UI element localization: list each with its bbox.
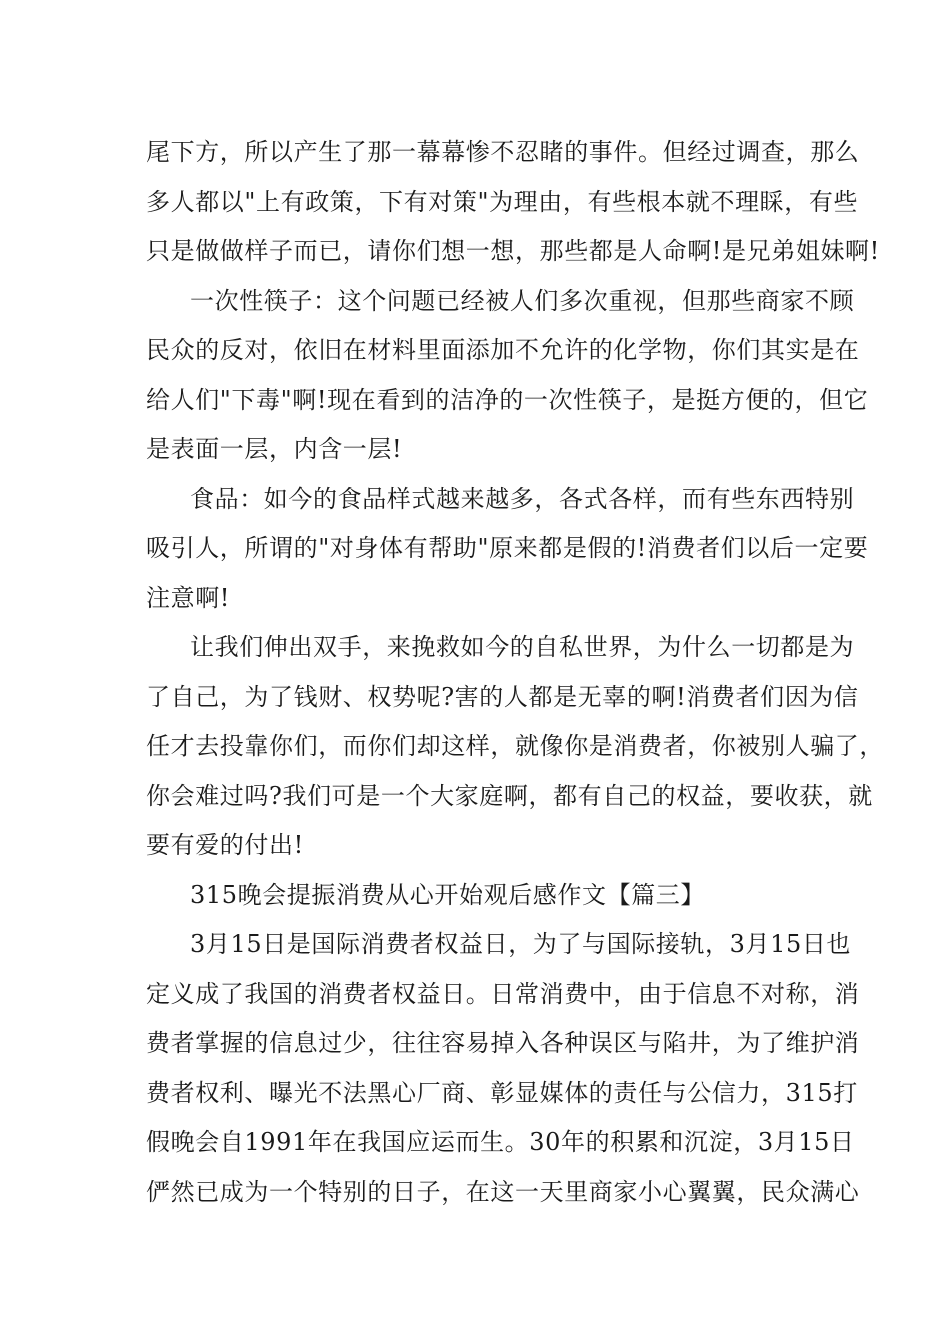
text-line: 俨然已成为一个特别的日子，在这一天里商家小心翼翼，民众满心 <box>146 1178 860 1206</box>
text-line: 你会难过吗?我们可是一个大家庭啊，都有自己的权益，要收获，就 <box>146 782 873 810</box>
text-line: 要有爱的付出! <box>146 831 304 859</box>
paragraph-start-line: 让我们伸出双手，来挽救如今的自私世界，为什么一切都是为 <box>190 633 855 661</box>
text-line: 多人都以"上有政策，下有对策"为理由，有些根本就不理睬，有些 <box>146 188 859 216</box>
text-line: 吸引人，所谓的"对身体有帮助"原来都是假的!消费者们以后一定要 <box>146 534 869 562</box>
text-line: 费者掌握的信息过少，往往容易掉入各种误区与陷井，为了维护消 <box>146 1029 860 1057</box>
paragraph-start-line: 3月15日是国际消费者权益日，为了与国际接轨，3月15日也 <box>190 930 852 958</box>
text-line: 假晚会自1991年在我国应运而生。30年的积累和沉淀，3月15日 <box>146 1128 855 1156</box>
text-line: 尾下方，所以产生了那一幕幕惨不忍睹的事件。但经过调查，那么 <box>146 138 860 166</box>
text-line: 注意啊! <box>146 584 231 612</box>
paragraph-start-line: 一次性筷子：这个问题已经被人们多次重视，但那些商家不顾 <box>190 287 855 315</box>
text-line: 只是做做样子而已，请你们想一想，那些都是人命啊!是兄弟姐妹啊! <box>146 237 880 265</box>
text-line: 民众的反对，依旧在材料里面添加不允许的化学物，你们其实是在 <box>146 336 860 364</box>
text-line: 定义成了我国的消费者权益日。日常消费中，由于信息不对称，消 <box>146 980 860 1008</box>
text-line: 是表面一层，内含一层! <box>146 435 403 463</box>
text-line: 费者权利、曝光不法黑心厂商、彰显媒体的责任与公信力，315打 <box>146 1079 858 1107</box>
paragraph-start-line: 食品：如今的食品样式越来越多，各式各样，而有些东西特别 <box>190 485 855 513</box>
text-line: 给人们"下毒"啊!现在看到的洁净的一次性筷子，是挺方便的，但它 <box>146 386 869 414</box>
section-heading: 315晚会提振消费从心开始观后感作文【篇三】 <box>190 881 706 909</box>
text-line: 任才去投靠你们，而你们却这样，就像你是消费者，你被别人骗了， <box>146 732 884 760</box>
text-line: 了自己，为了钱财、权势呢?害的人都是无辜的啊!消费者们因为信 <box>146 683 859 711</box>
